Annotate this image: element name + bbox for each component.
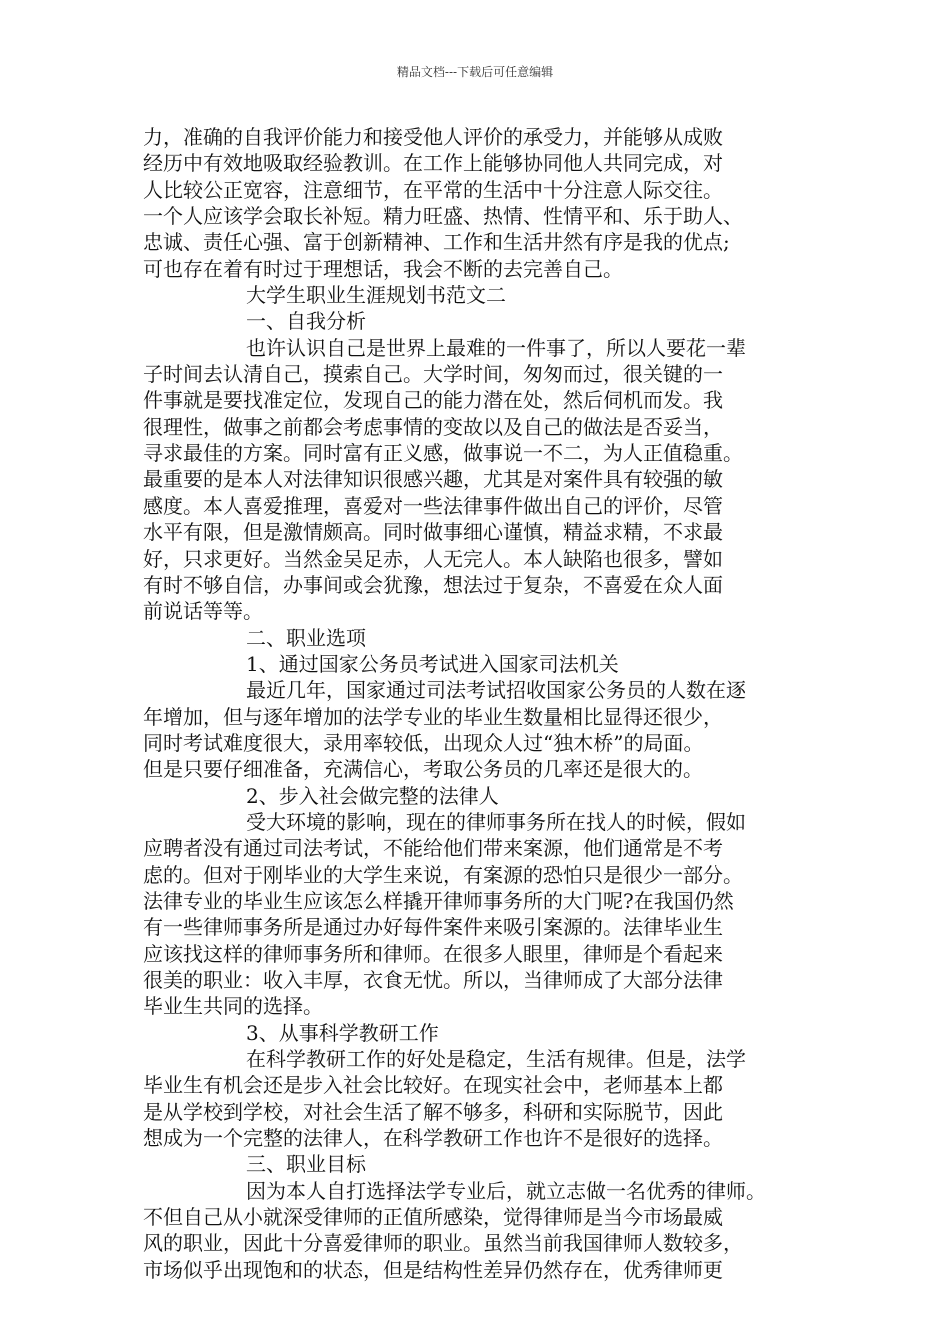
text-line: 经历中有效地吸取经验教训。在工作上能够协同他人共同完成，对 (143, 151, 723, 176)
text-line: 好，只求更好。当然金吴足赤，人无完人。本人缺陷也很多，譬如 (143, 546, 723, 571)
text-line: 前说话等等。 (143, 599, 263, 624)
page-header: 精品文档---下载后可任意编辑 (396, 65, 554, 79)
text-line: 力，准确的自我评价能力和接受他人评价的承受力，并能够从成败 (143, 125, 723, 149)
text-line: 想成为一个完整的法律人，在科学教研工作也许不是很好的选择。 (143, 1126, 723, 1151)
text-line: 受大环境的影响，现在的律师事务所在找人的时候，假如 (246, 809, 746, 834)
text-line: 是从学校到学校，对社会生活了解不够多，科研和实际脱节，因此 (143, 1099, 723, 1124)
text-line: 虑的。但对于刚毕业的大学生来说，有案源的恐怕只是很少一部分。 (143, 862, 743, 887)
text-line: 人比较公正宽容，注意细节，在平常的生活中十分注意人际交往。 (143, 177, 723, 202)
text-line: 有一些律师事务所是通过办好每件案件来吸引案源的。法律毕业生 (143, 915, 723, 940)
text-line: 在科学教研工作的好处是稳定，生活有规律。但是，法学 (246, 1047, 746, 1072)
text-line: 大学生职业生涯规划书范文二 (246, 283, 506, 308)
text-line: 三、职业目标 (246, 1152, 366, 1177)
text-line: 一、自我分析 (246, 309, 366, 334)
text-line: 感度。本人喜爱推理，喜爱对一些法律事件做出自己的评价，尽管 (143, 493, 723, 518)
text-line: 毕业生有机会还是步入社会比较好。在现实社会中，老师基本上都 (143, 1073, 723, 1098)
text-line: 毕业生共同的选择。 (143, 994, 323, 1019)
text-line: 最重要的是本人对法律知识很感兴趣，尤其是对案件具有较强的敏 (143, 467, 723, 492)
text-line: 很美的职业：收入丰厚，衣食无忧。所以，当律师成了大部分法律 (143, 968, 723, 992)
text-line: 年增加，但与逐年增加的法学专业的毕业生数量相比显得还很少， (143, 704, 723, 729)
text-line: 不但自己从小就深受律师的正值所感染，觉得律师是当今市场最威 (143, 1205, 723, 1230)
text-line: 最近几年，国家通过司法考试招收国家公务员的人数在逐 (246, 678, 746, 703)
text-line: 寻求最佳的方案。同时富有正义感，做事说一不二，为人正值稳重。 (143, 441, 743, 466)
text-line: 二、职业选项 (246, 625, 366, 650)
text-line: 同时考试难度很大，录用率较低，出现众人过“独木桥”的局面。 (143, 730, 704, 755)
text-line: 子时间去认清自己，摸索自己。大学时间，匆匆而过，很关键的一 (143, 362, 723, 387)
text-line: 也许认识自己是世界上最难的一件事了，所以人要花一辈 (246, 335, 746, 360)
text-line: 件事就是要找准定位，发现自己的能力潜在处，然后伺机而发。我 (143, 388, 723, 413)
text-line: 市场似乎出现饱和的状态，但是结构性差异仍然存在，优秀律师更 (143, 1257, 723, 1282)
text-line: 有时不够自信，办事间或会犹豫，想法过于复杂，不喜爱在众人面 (143, 572, 723, 597)
text-line: 可也存在着有时过于理想话，我会不断的去完善自己。 (143, 256, 623, 281)
text-line: 2、步入社会做完整的法律人 (246, 783, 499, 808)
text-line: 3、从事科学教研工作 (246, 1020, 439, 1045)
text-line: 因为本人自打选择法学专业后，就立志做一名优秀的律师。 (246, 1178, 766, 1203)
document-body (143, 124, 833, 1283)
text-line: 应该找这样的律师事务所和律师。在很多人眼里，律师是个看起来 (143, 941, 723, 966)
text-line: 水平有限，但是激情颇高。同时做事细心谨慎，精益求精，不求最 (143, 520, 723, 545)
text-line: 很理性，做事之前都会考虑事情的变故以及自己的做法是否妥当， (143, 414, 723, 439)
text-line: 风的职业，因此十分喜爱律师的职业。虽然当前我国律师人数较多， (143, 1231, 743, 1256)
text-line: 应聘者没有通过司法考试，不能给他们带来案源，他们通常是不考 (143, 836, 723, 861)
text-line: 法律专业的毕业生应该怎么样撬开律师事务所的大门呢?在我国仍然 (143, 888, 734, 913)
text-line: 一个人应该学会取长补短。精力旺盛、热情、性情平和、乐于助人、 (143, 204, 743, 229)
text-line: 1、通过国家公务员考试进入国家司法机关 (246, 651, 619, 676)
text-line: 但是只要仔细准备，充满信心，考取公务员的几率还是很大的。 (143, 757, 703, 782)
text-line: 忠诚、责任心强、富于创新精神、工作和生活井然有序是我的优点; (143, 230, 730, 255)
